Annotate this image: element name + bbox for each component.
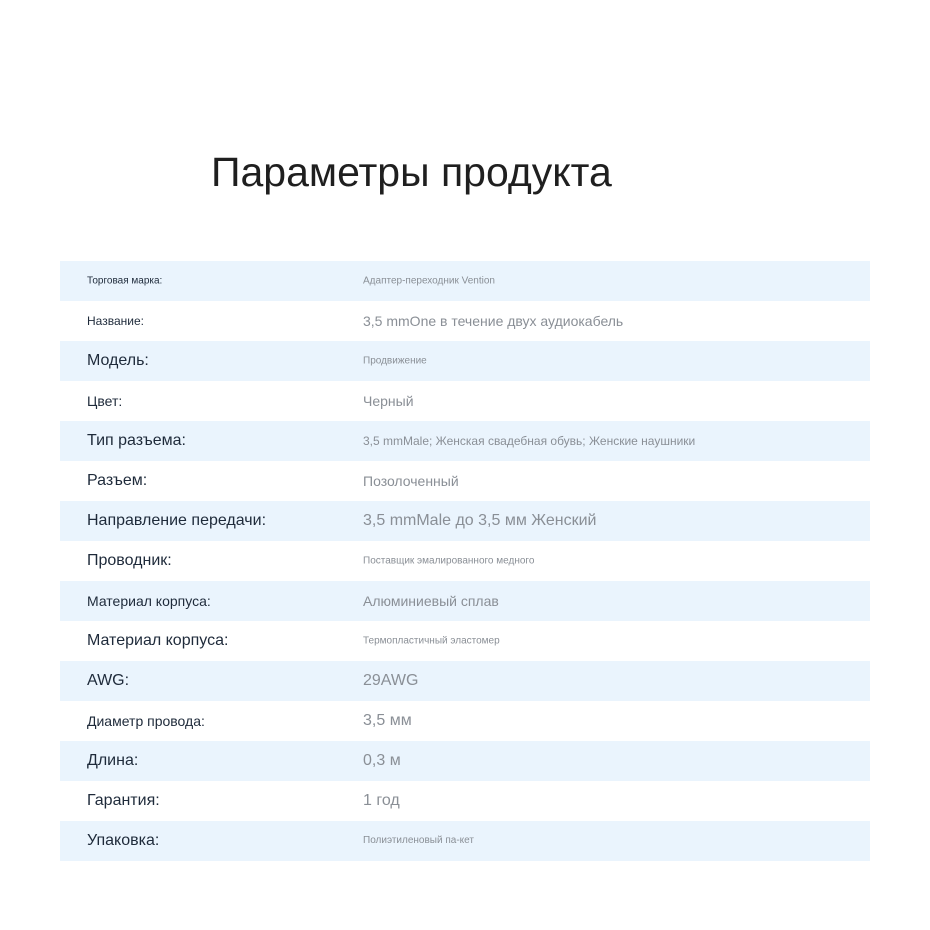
page-title: Параметры продукта: [211, 149, 612, 195]
spec-value: Продвижение: [363, 355, 427, 367]
spec-value: Позолоченный: [363, 473, 459, 489]
spec-value: Черный: [363, 393, 414, 409]
spec-value: Поставщик эмалированного медного: [363, 555, 535, 567]
spec-row-name: [60, 301, 870, 341]
spec-row-awg: [60, 661, 870, 701]
spec-value: Алюминиевый сплав: [363, 593, 499, 609]
spec-value: 3,5 мм: [363, 712, 412, 729]
spec-label: Упаковка:: [87, 832, 160, 849]
spec-row-warranty: [60, 781, 870, 821]
spec-label: Материал корпуса:: [87, 632, 229, 649]
spec-label: Гарантия:: [87, 792, 160, 809]
spec-table: [60, 261, 870, 861]
spec-value: Термопластичный эластомер: [363, 635, 500, 647]
spec-label: Направление передачи:: [87, 512, 267, 529]
spec-label: Проводник:: [87, 552, 172, 569]
spec-row-connector-type: [60, 421, 870, 461]
spec-row-model: [60, 341, 870, 381]
spec-value: 3,5 mmOne в течение двух аудиокабель: [363, 313, 624, 329]
spec-row-direction: [60, 501, 870, 541]
spec-row-packaging: [60, 821, 870, 861]
spec-row-connector: [60, 461, 870, 501]
spec-value: 29AWG: [363, 672, 419, 689]
spec-label: AWG:: [87, 672, 130, 689]
spec-label: Материал корпуса:: [87, 593, 211, 609]
spec-row-conductor: [60, 541, 870, 581]
spec-value: 0,3 м: [363, 752, 401, 769]
spec-row-length: [60, 741, 870, 781]
spec-value: 1 год: [363, 792, 400, 809]
spec-label: Модель:: [87, 352, 149, 369]
spec-value: Адаптер-переходник Vention: [363, 275, 495, 287]
spec-label: Торговая марка:: [87, 275, 163, 287]
spec-value: 3,5 mmMale до 3,5 мм Женский: [363, 512, 597, 529]
spec-label: Диаметр провода:: [87, 713, 205, 729]
spec-label: Тип разъема:: [87, 432, 186, 449]
spec-row-wire-diameter: [60, 701, 870, 741]
spec-row-jacket-material: [60, 621, 870, 661]
spec-label: Длина:: [87, 752, 139, 769]
spec-label: Название:: [87, 314, 144, 328]
spec-row-color: [60, 381, 870, 421]
spec-row-housing-material: [60, 581, 870, 621]
spec-value: Полиэтиленовый па-кет: [363, 835, 474, 846]
spec-value: 3,5 mmMale; Женская свадебная обувь; Женские наушники: [363, 434, 696, 448]
spec-row-brand: [60, 261, 870, 301]
spec-label: Цвет:: [87, 393, 123, 409]
spec-label: Разъем:: [87, 472, 148, 489]
